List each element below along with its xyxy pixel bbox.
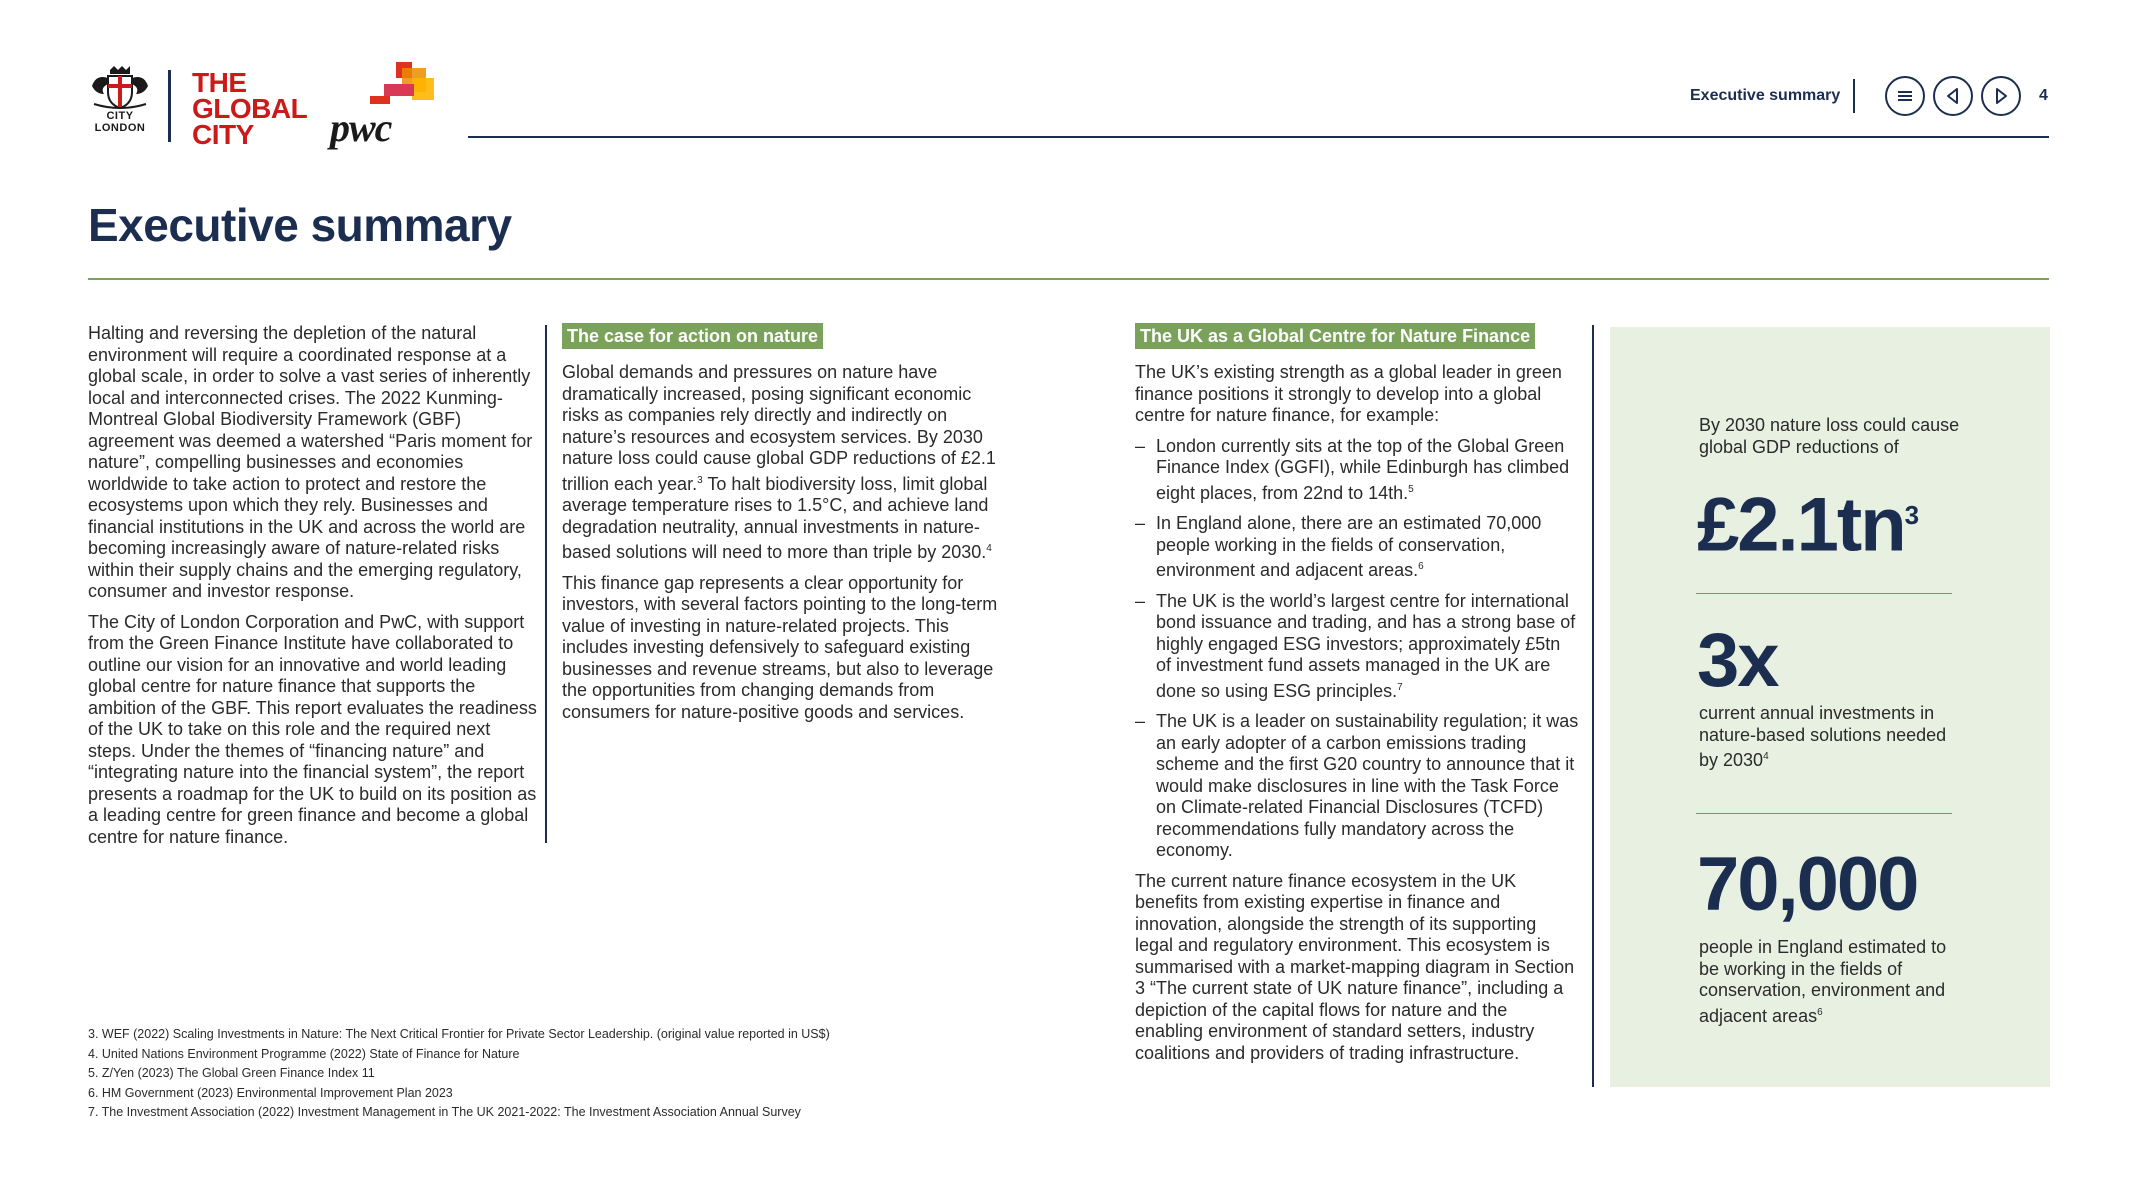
list-item-text: The UK is a leader on sustainability regulation; it was an early adopter of a carbon emissions trading scheme and the first G20 country to announce that it would make disclosures in line with the Task Force on Climate-related Financial Disclosures (TCFD) recommendations fully mandatory across the economy. [1156, 711, 1579, 860]
footnote: 5. Z/Yen (2023) The Global Green Finance Index 11 [88, 1066, 375, 1080]
pwc-blocks-icon [326, 60, 438, 110]
stat-investment-text: current annual investments in nature-based solutions needed by 2030 [1699, 703, 1947, 770]
stat-jobs-value: 70,000 [1697, 842, 1918, 927]
footnote-ref: 5 [1408, 483, 1414, 495]
stat-jobs-desc [1699, 937, 1959, 1027]
uk-closing-paragraph: The current nature finance ecosystem in the UK benefits from existing expertise in finance and innovation, alongside the strength of its supporting legal and regulatory environment. This ecosystem is summarised with a market-mapping diagram in Section 3 “The current state of UK nature finance”, including a depiction of the capital flows for nature and the enabling environment of standard setters, industry coalitions and providers of trading infrastructure. [1135, 870, 1575, 1063]
column-divider-2 [1592, 325, 1594, 1087]
list-item-text: The UK is the world’s largest centre for international bond issuance and trading, and has a strong base of highly engaged ESG investors; approximately £5tn of investment fund assets managed in the UK are done so using ESG principles. [1156, 590, 1576, 701]
column-divider-1 [545, 325, 547, 843]
stat-investment-value: 3x [1697, 618, 1778, 703]
case-paragraph-1 [562, 362, 1002, 564]
pwc-logo [326, 60, 438, 150]
city-crest-icon [88, 64, 152, 110]
stat-jobs-text: people in England estimated to be working in the fields of conservation, environment and adjacent areas [1699, 937, 1947, 1026]
global-city-logo-line-2: GLOBAL [192, 93, 308, 124]
pwc-wordmark: pwc [330, 105, 392, 150]
city-logo-text-1: CITY [106, 110, 134, 122]
footnote: 7. The Investment Association (2022) Investment Management in The UK 2021-2022: The Investment Association Annual Survey [88, 1105, 801, 1119]
title-rule [88, 278, 2049, 280]
stat-gdp-value [1697, 475, 1920, 568]
nav-section-label[interactable]: Executive summary [1690, 87, 1841, 104]
intro-paragraph-1: Halting and reversing the depletion of the natural environment will require a coordinated response at a global scale, in order to solve a vast series of inherently local and interconnected crises. The 2022 Kunming-Montreal Global Biodiversity Framework (GBF) agreement was deemed a watershed “Paris moment for nature”, compelling businesses and economies worldwide to take action to protect and restore the ecosystems upon which they rely. Businesses and financial institutions in the UK and across the world are becoming increasingly aware of nature-related risks within their supply chains and the emerging regulatory, consumer and investor response. [88, 323, 533, 601]
logo-divider [168, 70, 171, 142]
intro-column [88, 323, 540, 857]
footnotes [88, 1025, 1088, 1123]
nav-separator [1853, 79, 1855, 113]
list-item-text: In England alone, there are an estimated 70,000 people working in the fields of conservation, environment and adjacent areas. [1156, 513, 1542, 580]
city-logo-text-2: LONDON [94, 122, 146, 134]
list-item [1135, 436, 1579, 505]
footnote-ref-3: 3 [1904, 500, 1920, 530]
footnote-ref-4: 4 [986, 543, 992, 554]
list-item-text: London currently sits at the top of the Global Green Finance Index (GGFI), while Edinburgh has climbed eight places, from 22nd to 14th. [1156, 435, 1570, 503]
stat-gdp-number: £2.1tn [1697, 482, 1905, 568]
menu-icon [1894, 85, 1916, 107]
page-title: Executive summary [88, 199, 512, 251]
list-item [1135, 711, 1579, 862]
stat-divider-2 [1696, 813, 1952, 814]
global-city-logo-line-3: CITY [192, 119, 254, 150]
list-item [1135, 591, 1579, 703]
footnote-ref: 7 [1397, 681, 1403, 693]
case-for-action-column [562, 323, 1002, 732]
footnote: 4. United Nations Environment Programme (2022) State of Finance for Nature [88, 1046, 520, 1061]
footnote-ref-6: 6 [1817, 1006, 1823, 1018]
city-of-london-logo [88, 64, 152, 142]
stat-divider-1 [1696, 593, 1952, 594]
next-page-button[interactable] [1981, 76, 2021, 116]
header-rule [468, 136, 2049, 138]
global-city-logo [192, 67, 308, 150]
intro-paragraph-2: The City of London Corporation and PwC, with support from the Green Finance Institute have collaborated to outline our vision for an innovative and world leading global centre for nature finance that supports the ambition of the GBF. This report evaluates the readiness of the UK to take on this role and the required next steps. Under the themes of “financing nature” and “integrating nature into the financial system”, the report presents a roadmap for the UK to build on its position as a leading centre for green finance and become a global centre for nature finance. [88, 611, 537, 847]
uk-global-centre-heading: The UK as a Global Centre for Nature Finance [1135, 323, 1535, 349]
case-paragraph-1-rest: To halt biodiversity loss, limit global average temperature rises to 1.5°C, and achieve land degradation neutrality, annual investments in nature-based solutions will need to more than triple by 2030. [562, 473, 989, 562]
previous-page-button[interactable] [1933, 76, 1973, 116]
key-stats-panel [1610, 327, 2050, 1087]
page-number: 4 [2039, 87, 2048, 104]
list-item [1135, 513, 1579, 582]
footnote-ref-3: 3 [697, 474, 703, 486]
case-paragraph-1-main: Global demands and pressures on nature have dramatically increased, posing significant economic risks as companies rely directly and indirectly on nature’s resources and ecosystem services. By 2030 nature loss could cause global GDP reductions of £2.1 trillion each year. [562, 362, 996, 494]
previous-icon [1942, 85, 1964, 107]
uk-global-centre-column [1135, 323, 1579, 1073]
stat-investment-desc [1699, 703, 1959, 772]
uk-strengths-list [1135, 436, 1579, 862]
footnote-ref-4: 4 [1763, 751, 1769, 762]
case-for-action-heading: The case for action on nature [562, 323, 823, 349]
uk-intro-paragraph: The UK’s existing strength as a global leader in green finance positions it strongly to develop into a global centre for nature finance, for example: [1135, 362, 1562, 425]
footnote: 6. HM Government (2023) Environmental Improvement Plan 2023 [88, 1085, 453, 1100]
footnote-ref: 6 [1418, 561, 1424, 572]
footnote: 3. WEF (2022) Scaling Investments in Nature: The Next Critical Frontier for Private Sector Leadership. (original value reported in US$) [88, 1027, 830, 1041]
global-city-logo-line-1: THE [192, 67, 247, 98]
stat-intro-text: By 2030 nature loss could cause global GDP reductions of [1699, 415, 1960, 457]
next-icon [1990, 85, 2012, 107]
case-paragraph-2: This finance gap represents a clear opportunity for investors, with several factors pointing to the long-term value of investing in nature-related projects. This includes investing defensively to safeguard existing businesses and revenue streams, but also to leverage the opportunities from changing demands from consumers for nature-positive goods and services. [562, 572, 998, 722]
menu-button[interactable] [1885, 76, 1925, 116]
